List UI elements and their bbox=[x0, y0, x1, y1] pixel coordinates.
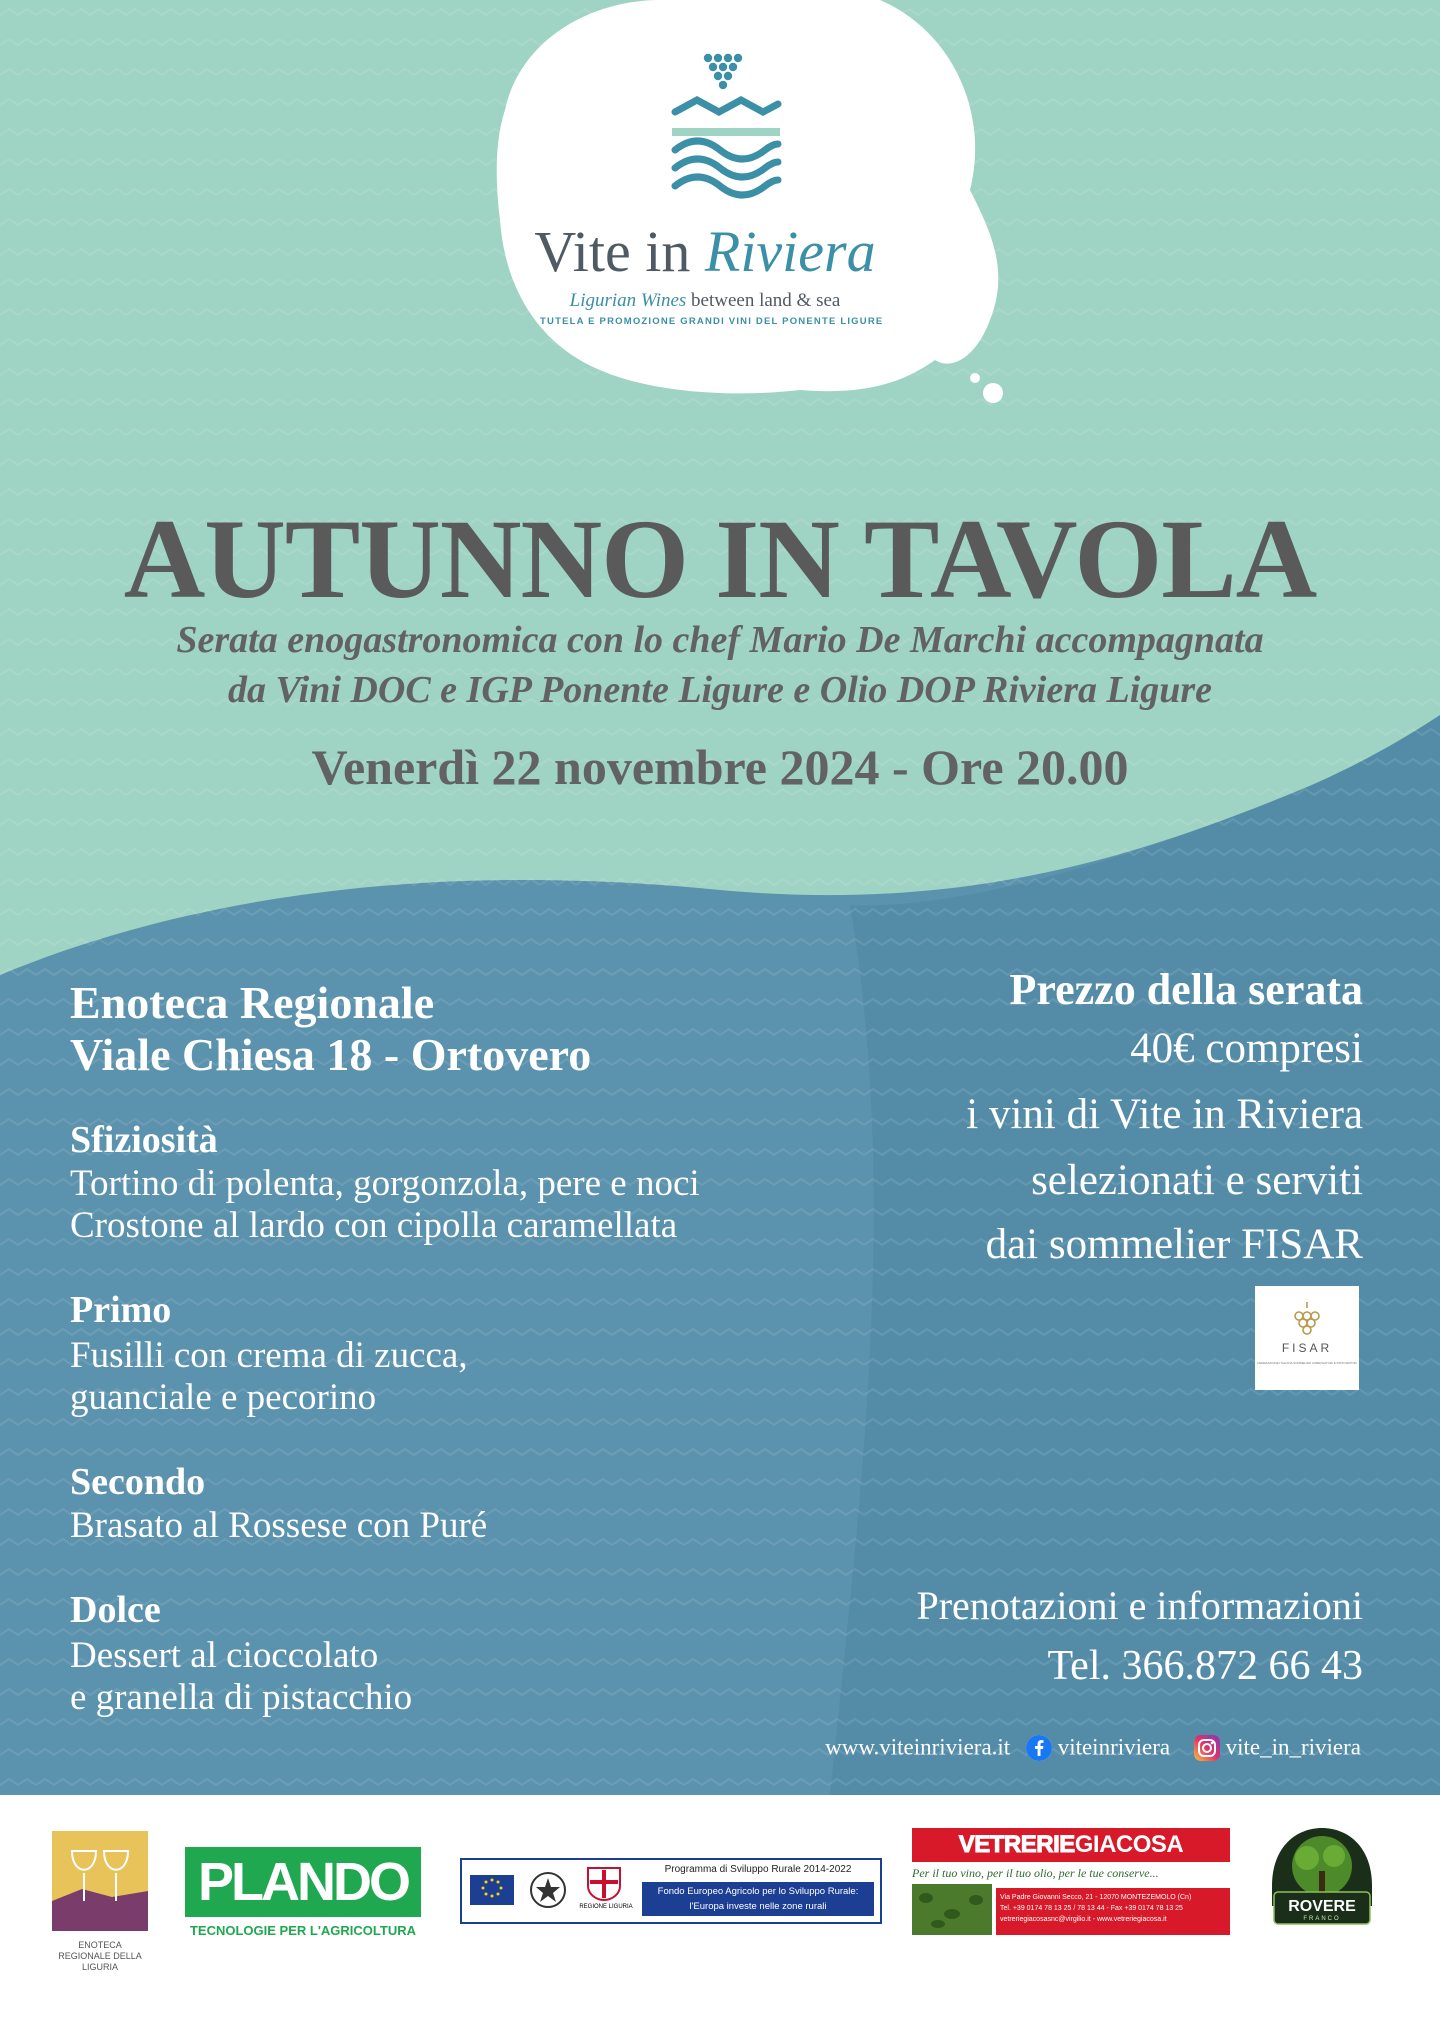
plando-name: PLANDO bbox=[185, 1847, 421, 1917]
psr-line2: l'Europa investe nelle zone rurali bbox=[689, 1901, 827, 1912]
logo-tag-b: between land & sea bbox=[691, 290, 841, 311]
fisar-logo bbox=[1255, 1286, 1359, 1390]
plando-tagline: TECNOLOGIE PER L'AGRICOLTURA bbox=[189, 1923, 416, 1938]
olives-photo-icon bbox=[912, 1884, 992, 1935]
course-title-sfiziosita: Sfiziosità bbox=[70, 1119, 218, 1161]
regione-liguria-icon bbox=[584, 1866, 624, 1902]
vetrerie-giacosa-logo bbox=[912, 1828, 1230, 1935]
psr-line1: Fondo Europeo Agricolo per lo Sviluppo Rurale: bbox=[657, 1886, 859, 1897]
vetrerie-slogan: Per il tuo vino, per il tuo olio, per le tue conserve... bbox=[912, 1866, 1159, 1880]
course-title-dolce: Dolce bbox=[70, 1589, 161, 1631]
price-line: dai sommelier FISAR bbox=[985, 1221, 1363, 1268]
facebook-handle[interactable]: viteinriviera bbox=[1057, 1734, 1171, 1760]
course-item: Tortino di polenta, gorgonzola, pere e noci bbox=[70, 1163, 700, 1204]
instagram-icon bbox=[1194, 1735, 1220, 1761]
rovere-franco-logo bbox=[1262, 1826, 1382, 1931]
website-link[interactable]: www.viteinriviera.it bbox=[825, 1734, 1011, 1760]
logo-name-a: Vite in bbox=[534, 219, 691, 284]
vetrerie-name bbox=[912, 1828, 1230, 1862]
venue-address: Viale Chiesa 18 - Ortovero bbox=[70, 1029, 592, 1080]
price-line: 40€ compresi bbox=[1130, 1025, 1363, 1072]
event-title: AUTUNNO IN TAVOLA bbox=[123, 497, 1317, 622]
vetrerie-address: Via Padre Giovanni Secco, 21 - 12070 MONTEZEMOLO (Cn) bbox=[1000, 1894, 1192, 1901]
vetrerie-mail: vetreriegiacosasnc@virgilio.it - www.vetreriegiacosa.it bbox=[1000, 1916, 1167, 1923]
italy-emblem-icon bbox=[526, 1868, 570, 1912]
vetrerie-contacts bbox=[996, 1888, 1230, 1935]
rovere-name: ROVERE bbox=[1288, 1898, 1356, 1915]
enoteca-logo bbox=[52, 1831, 148, 1972]
fisar-sub: FEDERAZIONE ITALIANA SOMMELIER ALBERGATORI E RISTORATORI bbox=[1257, 1361, 1357, 1365]
facebook-icon bbox=[1026, 1735, 1052, 1761]
course-item: Fusilli con crema di zucca, bbox=[70, 1335, 468, 1376]
regione-label: REGIONE LIGURIA bbox=[579, 1904, 633, 1910]
course-title-secondo: Secondo bbox=[70, 1461, 206, 1503]
social-links bbox=[825, 1733, 1361, 1761]
eu-flag-icon bbox=[470, 1868, 514, 1912]
course-item: Brasato al Rossese con Puré bbox=[70, 1505, 488, 1546]
booking-title: Prenotazioni e informazioni bbox=[916, 1583, 1363, 1628]
vetrerie-name-b: GIACOSA bbox=[1074, 1831, 1184, 1858]
psr-title: Programma di Sviluppo Rurale 2014-2022 bbox=[664, 1864, 852, 1875]
event-date: Venerdì 22 novembre 2024 - Ore 20.00 bbox=[311, 739, 1129, 795]
course-item: Crostone al lardo con cipolla caramellata bbox=[70, 1205, 678, 1246]
logo-subtitle: TUTELA E PROMOZIONE GRANDI VINI DEL PONENTE LIGURE bbox=[540, 316, 884, 327]
venue-name: Enoteca Regionale bbox=[70, 977, 435, 1028]
course-item: Dessert al cioccolato bbox=[70, 1635, 379, 1676]
course-item: guanciale e pecorino bbox=[70, 1377, 377, 1418]
psr-banner bbox=[460, 1858, 882, 1924]
fisar-name: FISAR bbox=[1281, 1341, 1333, 1355]
plando-logo bbox=[185, 1847, 421, 1938]
logo-name-b: Riviera bbox=[704, 219, 876, 284]
booking-phone[interactable]: Tel. 366.872 66 43 bbox=[1047, 1643, 1363, 1689]
event-subtitle-line2: da Vini DOC e IGP Ponente Ligure e Olio DOP Riviera Ligure bbox=[227, 669, 1213, 711]
price-line: i vini di Vite in Riviera bbox=[966, 1091, 1363, 1138]
instagram-handle[interactable]: vite_in_riviera bbox=[1225, 1734, 1361, 1760]
price-title: Prezzo della serata bbox=[1009, 965, 1363, 1014]
wine-glasses-icon bbox=[52, 1831, 148, 1931]
event-subtitle-line1: Serata enogastronomica con lo chef Mario De Marchi accompagnata bbox=[176, 619, 1264, 661]
vetrerie-name-a: VETRERIE bbox=[958, 1831, 1075, 1858]
price-line: selezionati e serviti bbox=[1031, 1157, 1363, 1204]
oak-tree-icon bbox=[1262, 1826, 1382, 1931]
vetrerie-tel: Tel. +39 0174 78 13 25 / 78 13 44 - Fax +39 0174 78 13 25 bbox=[1000, 1905, 1183, 1912]
psr-fund-box bbox=[642, 1882, 874, 1916]
course-item: e granella di pistacchio bbox=[70, 1677, 413, 1718]
rovere-sub: FRANCO bbox=[1303, 1916, 1341, 1922]
logo-tag-a: Ligurian Wines bbox=[569, 290, 687, 311]
enoteca-label: ENOTECA REGIONALE DELLA LIGURIA bbox=[58, 1940, 142, 1972]
course-title-primo: Primo bbox=[70, 1289, 172, 1331]
sponsors-footer bbox=[0, 1795, 1440, 2036]
logo-name bbox=[500, 218, 910, 285]
logo-tagline bbox=[520, 290, 890, 312]
fisar-grape-icon bbox=[1255, 1286, 1359, 1390]
